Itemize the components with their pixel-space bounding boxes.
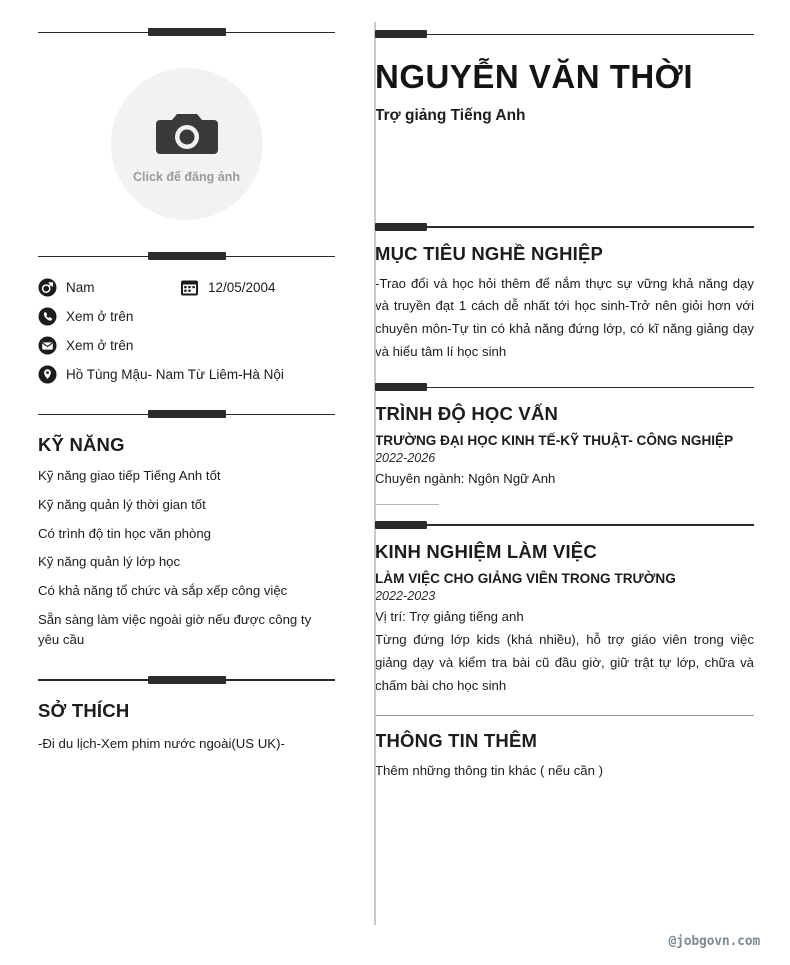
list-item: Có khả năng tổ chức và sắp xếp công việc <box>38 583 288 599</box>
education-date: 2022-2026 <box>375 451 436 466</box>
experience-date: 2022-2023 <box>375 588 436 603</box>
contact-row-gender-birthday <box>38 278 335 297</box>
location-pin-icon <box>38 365 57 384</box>
education-school: TRƯỜNG ĐẠI HỌC KINH TẾ-KỸ THUẬT- CÔNG NGHIỆP <box>375 433 734 449</box>
skills-title: KỸ NĂNG <box>38 434 125 455</box>
additional-text: Thêm những thông tin khác ( nếu cần ) <box>375 763 604 779</box>
camera-icon <box>156 110 218 163</box>
experience-title: KINH NGHIỆM LÀM VIỆC <box>375 540 597 562</box>
list-item: Có trình độ tin học văn phòng <box>38 525 212 541</box>
address-value: Hồ Tùng Mậu- Nam Từ Liêm-Hà Nội <box>66 367 284 382</box>
experience-position: Vị trí: Trợ giảng tiếng anh <box>375 608 524 624</box>
photo-upload-area[interactable] <box>38 50 335 242</box>
additional-title: THÔNG TIN THÊM <box>375 730 538 752</box>
list-item: Kỹ năng quản lý lớp học <box>38 554 181 570</box>
list-item: Kỹ năng giao tiếp Tiếng Anh tốt <box>38 468 221 483</box>
gender-value: Nam <box>66 280 95 295</box>
education-major: Chuyên ngành: Ngôn Ngữ Anh <box>375 471 556 487</box>
contact-list <box>38 278 335 384</box>
right-column <box>355 0 790 965</box>
column-separator <box>374 22 376 925</box>
photo-placeholder[interactable] <box>111 68 263 220</box>
contact-phone <box>38 307 335 326</box>
email-value: Xem ở trên <box>66 338 134 353</box>
job-title: Trợ giảng Tiếng Anh <box>375 106 526 124</box>
phone-icon <box>38 307 57 326</box>
divider-above-skills <box>38 410 335 418</box>
divider-above-experience <box>375 521 754 529</box>
hobby-title: SỞ THÍCH <box>38 699 130 721</box>
experience-description: Từng đứng lớp kids (khá nhiều), hỗ trợ giáo viên trong việc giảng dạy và kiểm tra bài cũ đầu giờ, giữ trật tự lớp, chữa và chấm bài cho học sinh <box>375 632 754 693</box>
divider-top-right <box>375 30 754 38</box>
email-icon <box>38 336 57 355</box>
divider-above-hobby <box>38 676 335 684</box>
list-item: Kỹ năng quản lý thời gian tốt <box>38 496 206 512</box>
phone-value: Xem ở trên <box>66 309 134 324</box>
divider-top-left <box>38 28 335 36</box>
objective-title: MỤC TIÊU NGHỀ NGHIỆP <box>375 242 604 264</box>
experience-company: LÀM VIỆC CHO GIẢNG VIÊN TRONG TRƯỜNG <box>375 570 676 586</box>
gender-icon <box>38 278 57 297</box>
page-title: NGUYỄN VĂN THỜI <box>375 58 694 95</box>
objective-text: -Trao đổi và học hỏi thêm để nắm thực sự vững khả năng dạy và truyền đạt 1 cách dễ nhất tới học sinh-Trở nên giỏi hơn với chuyên môn-Tự tin có khả năng đứng lớp, có kĩ năng giảng dạy và hiểu tâm lí học sinh <box>375 275 754 359</box>
contact-email <box>38 336 335 355</box>
photo-caption: Click để đăng ảnh <box>133 170 240 184</box>
divider-above-objective <box>375 223 754 231</box>
calendar-icon <box>180 278 199 297</box>
divider-above-education <box>375 383 754 391</box>
left-column <box>0 0 355 965</box>
hobby-text: -Đi du lịch-Xem phim nước ngoài(US UK)- <box>38 735 285 751</box>
birthday-value: 12/05/2004 <box>208 280 276 295</box>
contact-birthday <box>180 278 276 297</box>
education-mini-rule <box>375 504 439 505</box>
list-item: Sẵn sàng làm việc ngoài giờ nếu được công ty yêu cầu <box>38 611 312 647</box>
divider-below-photo <box>38 252 335 260</box>
contact-address <box>38 365 335 384</box>
contact-gender <box>38 278 180 297</box>
education-title: TRÌNH ĐỘ HỌC VẤN <box>375 403 559 425</box>
divider-above-additional <box>375 715 754 716</box>
skills-list <box>38 466 335 650</box>
watermark: @jobgovn.com <box>668 934 760 949</box>
